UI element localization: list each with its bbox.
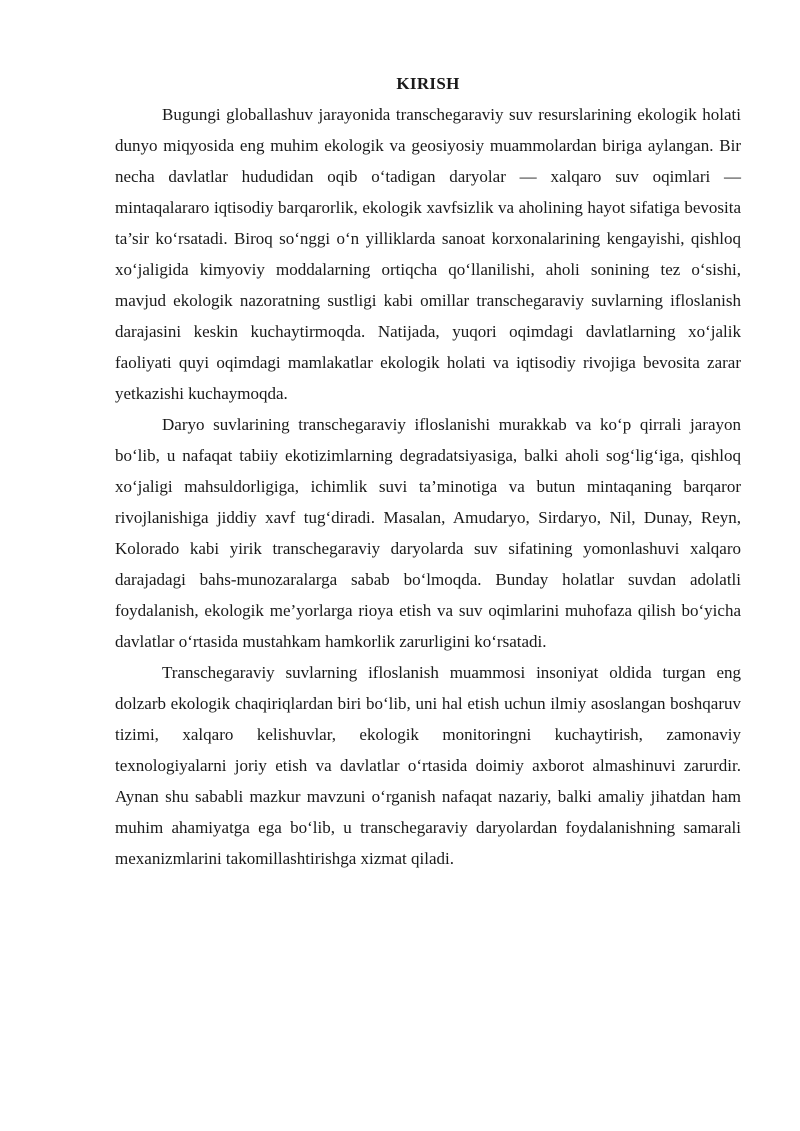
page-title: KIRISH — [396, 74, 460, 93]
body-paragraph-1: Bugungi globallashuv jarayonida transchegaraviy suv resurslarining ekologik holati dunyo miqyosida eng muhim ekologik va geosiyosiy muammolardan biriga aylangan. Bir necha davlatlar hududidan oqib o‘tadigan daryolar — xalqaro suv oqimlari — mintaqalararo iqtisodiy barqarorlik, ekologik xavfsizlik va aholining hayot sifatiga bevosita ta’sir ko‘rsatadi. Biroq so‘nggi o‘n yilliklarda sanoat korxonalarining kengayishi, qishloq xo‘jaligida kimyoviy moddalarning ortiqcha qo‘llanilishi, aholi sonining tez o‘sishi, mavjud ekologik nazoratning sustligi kabi omillar transchegaraviy suvlarning ifloslanish darajasini keskin kuchaytirmoqda. Natijada, yuqori oqimdagi davlatlarning xo‘jalik faoliyati quyi oqimdagi mamlakatlar ekologik holati va iqtisodiy rivojiga bevosita zarar yetkazishi kuchaymoqda. — [115, 105, 741, 403]
document-page — [115, 68, 741, 874]
body-paragraph-3: Transchegaraviy suvlarning ifloslanish muammosi insoniyat oldida turgan eng dolzarb ekologik chaqiriqlardan biri bo‘lib, uni hal etish uchun ilmiy asoslangan boshqaruv tizimi, xalqaro kelishuvlar, ekologik monitoringni kuchaytirish, zamonaviy texnologiyalarni joriy etish va davlatlar o‘rtasida doimiy axborot almashinuvi zarurdir. Aynan shu sababli mazkur mavzuni o‘rganish nafaqat nazariy, balki amaliy jihatdan ham muhim ahamiyatga ega bo‘lib, u transchegaraviy daryolardan foydalanishning samarali mexanizmlarini takomillashtirishga xizmat qiladi. — [115, 663, 741, 868]
body-paragraph-2: Daryo suvlarining transchegaraviy ifloslanishi murakkab va ko‘p qirrali jarayon bo‘lib, u nafaqat tabiiy ekotizimlarning degradatsiyasiga, balki aholi sog‘lig‘iga, qishloq xo‘jaligi mahsuldorligiga, ichimlik suvi ta’minotiga va butun mintaqaning barqaror rivojlanishiga jiddiy xavf tug‘diradi. Masalan, Amudaryo, Sirdaryo, Nil, Dunay, Reyn, Kolorado kabi yirik transchegaraviy daryolarda suv sifatining yomonlashuvi xalqaro darajadagi bahs-munozaralarga sabab bo‘lmoqda. Bunday holatlar suvdan adolatli foydalanish, ekologik me’yorlarga rioya etish va suv oqimlarini muhofaza qilish bo‘yicha davlatlar o‘rtasida mustahkam hamkorlik zarurligini ko‘rsatadi. — [115, 415, 741, 651]
